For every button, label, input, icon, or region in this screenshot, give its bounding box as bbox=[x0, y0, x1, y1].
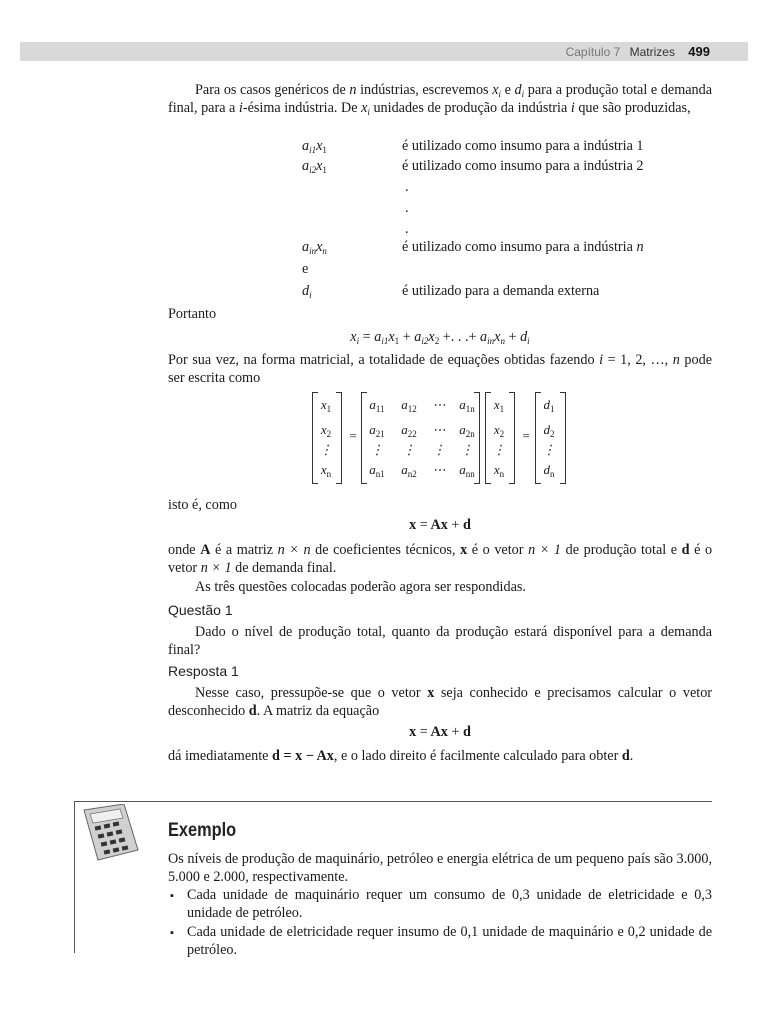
coef-matrix-entry: ⋯ bbox=[432, 422, 446, 437]
chapter-label: Capítulo 7 bbox=[565, 45, 621, 59]
portanto-word: Portanto bbox=[168, 306, 217, 322]
term-di: $d_i$ bbox=[302, 283, 312, 300]
example-title: Exemplo bbox=[168, 820, 237, 841]
coef-matrix-entry: ⋮ bbox=[402, 442, 416, 457]
d-vector-entry: $d_n$ bbox=[543, 462, 555, 479]
and-word: e bbox=[302, 261, 309, 277]
running-header bbox=[20, 42, 748, 61]
example-intro: Os níveis de produção de maquinário, petróleo e energia elétrica de um pequeno país são 3.000, 5.000 e 2.000, respectivamente. bbox=[168, 851, 712, 885]
coef-matrix-entry: $a_{2n}$ bbox=[459, 422, 475, 439]
question-1-text: Dado o nível de produção total, quanto da produção estará disponível para a demanda final? bbox=[168, 624, 712, 658]
intro-paragraph: Para os casos genéricos de n indústrias, escrevemos $x_i$ e $d_i$ para a produção total e demanda final, para a i-ésima indústria. De $x_i$ unidades de produção da indústria i que são produzidas, bbox=[168, 82, 713, 117]
d-vector-entry: $d_1$ bbox=[543, 397, 555, 414]
example-bullet-2: Cada unidade de eletricidade requer insumo de 0,1 unidade de maquinário e 0,2 unidade de petróleo. bbox=[187, 924, 712, 958]
use-row-demand: é utilizado para a demanda externa bbox=[402, 283, 600, 299]
lhs-vector-entry: $x_1$ bbox=[320, 397, 332, 414]
coef-matrix-entry: ⋯ bbox=[432, 397, 446, 412]
matrix-equals-sign: = bbox=[522, 428, 530, 443]
d-vector-entry: $d_2$ bbox=[543, 422, 555, 439]
example-top-rule bbox=[74, 801, 712, 802]
ellipsis-dot: . bbox=[405, 200, 409, 216]
coef-matrix-entry: $a_{22}$ bbox=[401, 422, 417, 439]
coef-matrix-entry: $a_{1n}$ bbox=[459, 397, 475, 414]
term-ai1x1: $a_{i1}x_1$ bbox=[302, 138, 327, 155]
term-ainxn: $a_{in}x_n$ bbox=[302, 239, 327, 256]
use-row-2: é utilizado como insumo para a indústria 2 bbox=[402, 158, 644, 174]
coef-matrix-entry: $a_{n1}$ bbox=[369, 462, 385, 479]
bullet-marker: ▪ bbox=[170, 890, 174, 902]
coef-matrix-entry: $a_{21}$ bbox=[369, 422, 385, 439]
calculator-icon bbox=[80, 804, 142, 862]
equation-x-ax-d-2: x = Ax + d bbox=[409, 724, 471, 740]
coef-matrix-entry: $a_{nn}$ bbox=[459, 462, 475, 479]
three-questions-line: As três questões colocadas poderão agora ser respondidas. bbox=[195, 579, 526, 595]
bullet-marker: ▪ bbox=[170, 927, 174, 939]
lhs-vector-entry: $x_n$ bbox=[320, 462, 332, 479]
isto-e: isto é, como bbox=[168, 497, 237, 513]
matrix-form-paragraph: Por sua vez, na forma matricial, a totalidade de equações obtidas fazendo i = 1, 2, …, n pode ser escrita como bbox=[168, 352, 713, 386]
x-vector-entry: $x_1$ bbox=[493, 397, 505, 414]
lhs-vector-entry: $x_2$ bbox=[320, 422, 332, 439]
example-bullet-1: Cada unidade de maquinário requer um consumo de 0,3 unidade de eletricidade e 0,3 unidade de petróleo. bbox=[187, 887, 712, 921]
ellipsis-dot: . bbox=[405, 221, 409, 237]
equation-x-ax-d: x = Ax + d bbox=[409, 517, 471, 533]
coef-matrix-entry: $a_{12}$ bbox=[401, 397, 417, 414]
use-row-n: é utilizado como insumo para a indústria n bbox=[402, 239, 644, 255]
term-ai2x1: $a_{i2}x_1$ bbox=[302, 158, 327, 175]
lhs-vector-entry: ⋮ bbox=[319, 442, 333, 457]
definitions-paragraph: onde A é a matriz n × n de coeficientes técnicos, x é o vetor n × 1 de produção total e d é o vetor n × 1 de demanda final. bbox=[168, 542, 713, 576]
equation-xi: $x_i = a_{i1}x_1 + a_{i2}x_2$ +. . .+ $a_{in}x_n + d_i$ bbox=[350, 329, 530, 346]
d-vector-entry: ⋮ bbox=[542, 442, 556, 457]
coef-matrix-entry: $a_{11}$ bbox=[369, 397, 385, 414]
coef-matrix-entry: ⋯ bbox=[432, 462, 446, 477]
page-number: 499 bbox=[688, 44, 710, 59]
matrix-equals-sign: = bbox=[349, 428, 357, 443]
answer-1-conclusion: dá imediatamente d = x − Ax, e o lado direito é facilmente calculado para obter d. bbox=[168, 748, 634, 764]
x-vector-entry: $x_n$ bbox=[493, 462, 505, 479]
answer-1-heading: Resposta 1 bbox=[168, 663, 239, 679]
coef-matrix-entry: ⋮ bbox=[432, 442, 446, 457]
answer-1-text: Nesse caso, pressupõe-se que o vetor x seja conhecido e precisamos calcular o vetor desconhecido d. A matriz da equação bbox=[168, 685, 713, 719]
coef-matrix-entry: $a_{n2}$ bbox=[401, 462, 417, 479]
ellipsis-dot: . bbox=[405, 179, 409, 195]
x-vector-entry: ⋮ bbox=[492, 442, 506, 457]
use-row-1: é utilizado como insumo para a indústria 1 bbox=[402, 138, 644, 154]
coef-matrix-entry: ⋮ bbox=[370, 442, 384, 457]
chapter-title: Matrizes bbox=[629, 45, 675, 59]
example-side-rule bbox=[74, 801, 75, 953]
question-1-heading: Questão 1 bbox=[168, 602, 233, 618]
x-vector-entry: $x_2$ bbox=[493, 422, 505, 439]
coef-matrix-entry: ⋮ bbox=[460, 442, 474, 457]
